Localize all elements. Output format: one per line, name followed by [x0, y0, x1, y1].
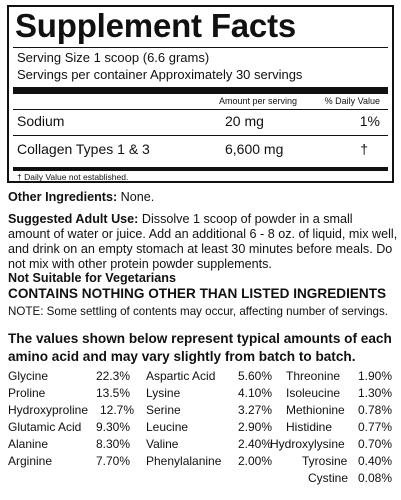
amino-value: 0.08% — [358, 471, 393, 485]
other-ingredients-text: None. — [117, 190, 155, 204]
nutrient-amount: 20 mg — [225, 113, 264, 129]
amino-name: Lysine — [146, 386, 181, 400]
amino-value: 7.70% — [96, 454, 131, 468]
amino-name: Hydroxyproline — [8, 403, 89, 417]
amino-value: 12.7% — [100, 403, 135, 417]
amino-value: 0.40% — [358, 454, 393, 468]
amino-name: Threonine — [286, 369, 341, 383]
amino-value: 2.40% — [238, 437, 273, 451]
amino-name: Proline — [8, 386, 46, 400]
serving-size: Serving Size 1 scoop (6.6 grams) — [17, 50, 210, 65]
nutrient-dv: 1% — [359, 113, 380, 129]
dv-column-header: % Daily Value — [324, 96, 380, 106]
row-rule — [13, 135, 388, 136]
amino-value: 0.78% — [358, 403, 393, 417]
suggested-use-text: Dissolve 1 scoop of powder in a small amount of water or juice. Add an additional 6 - 8 oz. of liquid, mix well, and drink on an empty stomach at least 30 minutes before meals. Do not mix with other protein powder supplements. — [8, 212, 398, 271]
amino-value: 0.77% — [358, 420, 393, 434]
nutrient-amount: 6,600 mg — [225, 141, 284, 157]
amino-name: Glutamic Acid — [8, 420, 82, 434]
amino-value: 13.5% — [96, 386, 131, 400]
amino-value: 4.10% — [238, 386, 273, 400]
amino-value: 2.00% — [238, 454, 273, 468]
nutrient-dv: † — [360, 141, 368, 157]
servings-per-container: Servings per container Approximately 30 servings — [17, 67, 303, 82]
nutrient-row — [17, 139, 384, 159]
other-ingredients-label: Other Ingredients: — [8, 190, 118, 204]
amino-value: 0.70% — [358, 437, 393, 451]
not-suitable: Not Suitable for Vegetarians — [8, 271, 176, 285]
amino-value: 5.60% — [238, 369, 273, 383]
header-rule — [13, 109, 388, 110]
amino-name: Aspartic Acid — [146, 369, 216, 383]
amino-value: 2.90% — [238, 420, 273, 434]
contains-nothing: CONTAINS NOTHING OTHER THAN LISTED INGREDIENTS — [8, 286, 387, 301]
amino-name: Arginine — [8, 454, 53, 468]
bottom-thick-rule — [13, 167, 388, 171]
nutrient-name: Sodium — [17, 113, 65, 129]
nutrient-name: Collagen Types 1 & 3 — [17, 141, 150, 157]
footnote: † Daily Value not established. — [17, 172, 129, 182]
suggested-use — [8, 212, 398, 272]
facts-title: Supplement Facts — [15, 7, 297, 44]
amino-acid-heading: The values shown below represent typical amounts of each amino acid and may vary slightly from batch to batch. — [8, 331, 392, 364]
amino-name: Histidine — [286, 420, 333, 434]
settling-note: NOTE: Some settling of contents may occur, affecting number of servings. — [8, 305, 388, 318]
other-ingredients — [8, 190, 398, 205]
supplement-facts-panel — [7, 5, 394, 183]
suggested-use-label: Suggested Adult Use: — [8, 212, 139, 226]
amino-name: Alanine — [8, 437, 49, 451]
amino-value: 1.90% — [358, 369, 393, 383]
amount-column-header: Amount per serving — [219, 96, 298, 106]
title-rule — [13, 47, 388, 48]
amino-name: Valine — [146, 437, 179, 451]
amino-value: 9.30% — [96, 420, 131, 434]
amino-value: 8.30% — [96, 437, 131, 451]
amino-name: Phenylalanine — [146, 454, 222, 468]
amino-name: Cystine — [308, 471, 349, 485]
amino-name: Leucine — [146, 420, 189, 434]
amino-value: 22.3% — [96, 369, 131, 383]
nutrient-row — [17, 111, 384, 131]
amino-value: 3.27% — [238, 403, 273, 417]
amino-name: Glycine — [8, 369, 49, 383]
amino-name: Tyrosine — [302, 454, 348, 468]
amino-value: 1.30% — [358, 386, 393, 400]
amino-name: Isoleucine — [286, 386, 341, 400]
amino-name: Hydroxylysine — [270, 437, 345, 451]
thick-rule — [13, 87, 388, 94]
amino-name: Methionine — [286, 403, 345, 417]
amino-acid-table — [8, 368, 396, 485]
amino-name: Serine — [146, 403, 181, 417]
